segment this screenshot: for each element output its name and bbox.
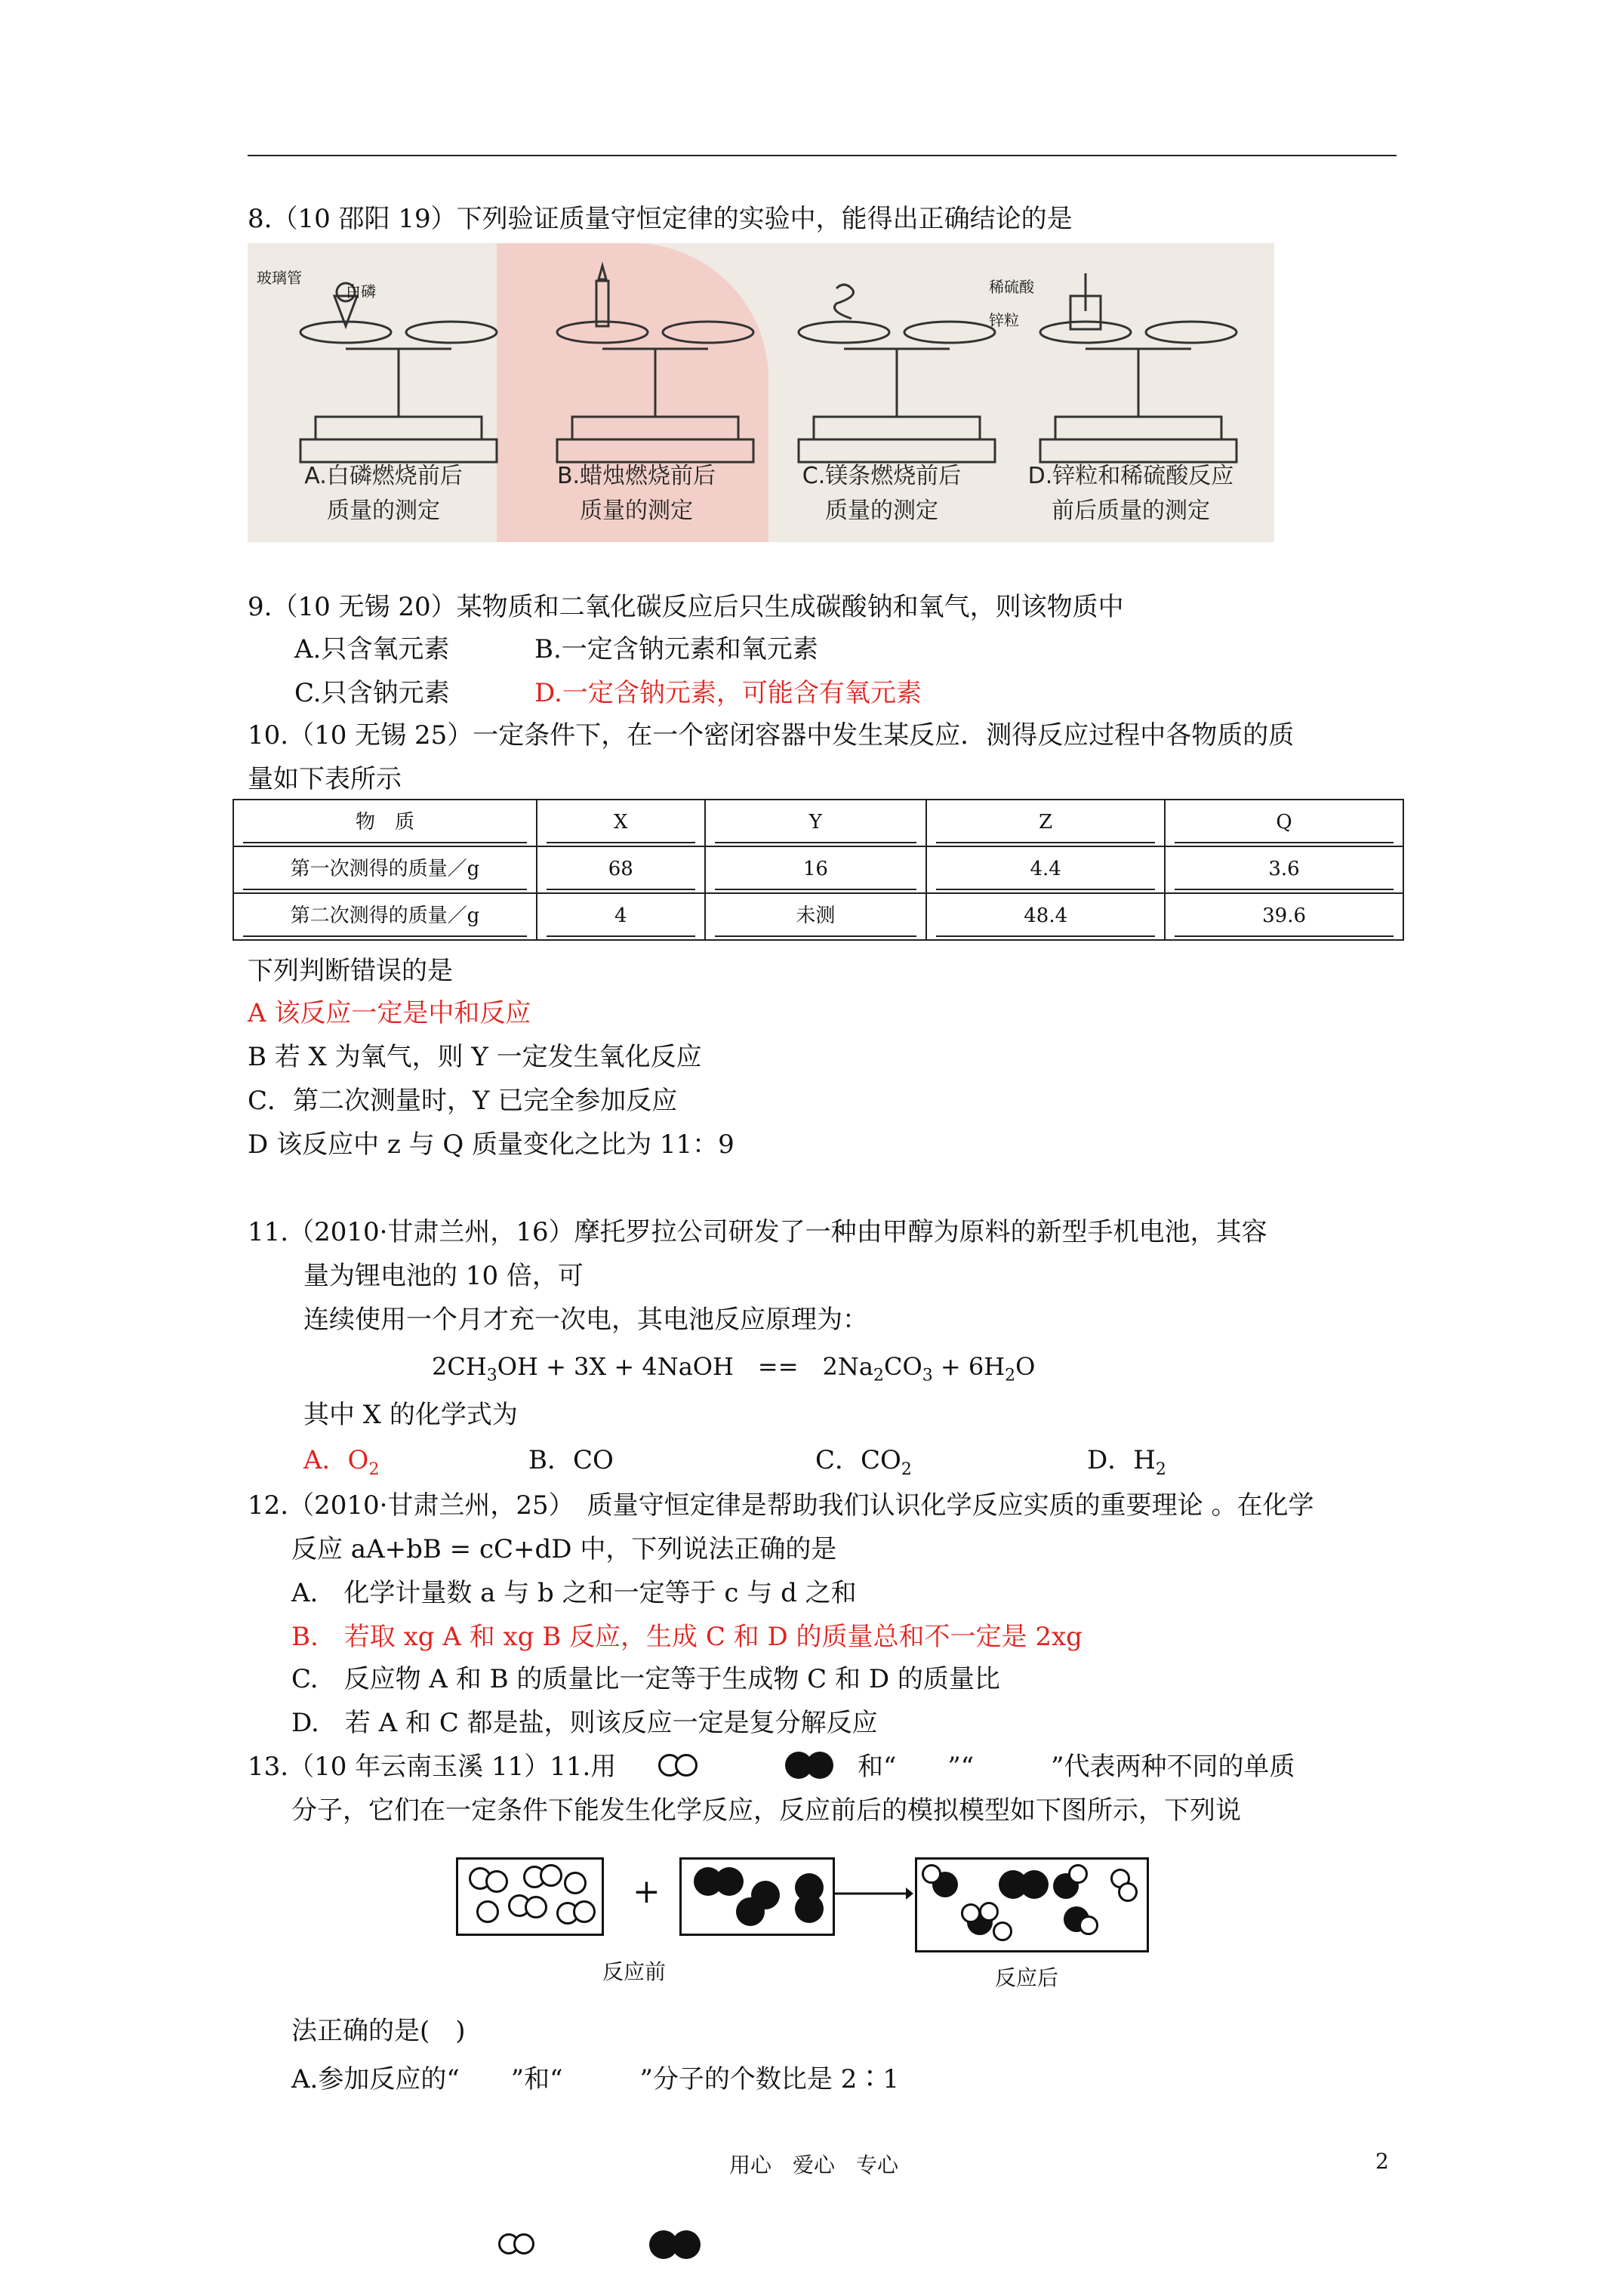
- q9-option-a: A.只含氧元素: [294, 634, 450, 664]
- q9-option-d: D.一定含钠元素，可能含有氧元素: [534, 678, 922, 708]
- q11-option-c: C．$CO_2$: [815, 1445, 912, 1479]
- q12-option-b: B. 若取 xg A 和 xg B 反应，生成 C 和 D 的质量总和不一定是 2xg: [291, 1622, 1083, 1652]
- zinc-label: 锌粒: [989, 311, 1019, 329]
- white-phosphorus-label: 白磷: [346, 282, 376, 300]
- q9-option-c: C.只含钠元素: [294, 678, 450, 708]
- q12-stem-line2: 反应 aA+bB = cC+dD 中，下列说法正确的是: [291, 1534, 837, 1564]
- black-molecule-icon: [806, 1752, 833, 1779]
- q10-stem-line1: 10.（10 无锡 25）一定条件下，在一个密闭容器中发生某反应．测得反应过程中各物质的质: [248, 720, 1295, 750]
- reactant-box-black: [679, 1857, 835, 1936]
- q13-stem-part1: 13.（10 年云南玉溪 11）11.用: [248, 1752, 617, 1782]
- q12-option-d: D. 若 A 和 C 都是盐，则该反应一定是复分解反应: [291, 1708, 878, 1738]
- q10-option-c: C．第二次测量时，Y 已完全参加反应: [248, 1086, 678, 1116]
- footer-motto: 用心 爱心 专心: [729, 2153, 899, 2177]
- q12-option-c: C. 反应物 A 和 B 的质量比一定等于生成物 C 和 D 的质量比: [291, 1664, 1000, 1694]
- caption-d: D.锌粒和稀硫酸反应 前后质量的测定: [1027, 463, 1234, 524]
- q13-option-a: A.参加反应的“ ”和“ ”分子的个数比是 2∶1: [291, 2064, 899, 2094]
- reaction-arrow: [833, 1885, 915, 1903]
- product-box: [915, 1857, 1149, 1952]
- q11-stem-line2: 量为锂电池的 10 倍，可: [303, 1261, 584, 1291]
- q10-option-d: D 该反应中 z 与 Q 质量变化之比为 11：9: [248, 1130, 735, 1160]
- q13-stem-line2: 分子，它们在一定条件下能发生化学反应，反应前后的模拟模型如下图所示，下列说: [291, 1795, 1241, 1826]
- header-rule: [248, 155, 1397, 156]
- q11-prompt: 其中 X 的化学式为: [303, 1400, 518, 1430]
- plus-sign: +: [633, 1872, 661, 1911]
- q8-stem: 8.（10 邵阳 19）下列验证质量守恒定律的实验中，能得出正确结论的是: [248, 204, 1073, 234]
- before-label: 反应前: [602, 1959, 667, 1984]
- mass-table: [233, 799, 1404, 941]
- caption-a: A.白磷燃烧前后 质量的测定: [304, 463, 463, 524]
- table-header-row: 物 质 X Y Z Q: [233, 800, 1403, 846]
- q10-stem-line2: 量如下表所示: [248, 764, 402, 794]
- q11-stem-line1: 11.（2010·甘肃兰州，16）摩托罗拉公司研发了一种由甲醇为原料的新型手机电池，其容: [248, 1217, 1267, 1247]
- q8-experiment-photo: [248, 243, 1274, 542]
- q12-stem-line1: 12.（2010·甘肃兰州，25） 质量守恒定律是帮助我们认识化学反应实质的重要理论 。在化学: [248, 1490, 1314, 1521]
- q9-stem: 9.（10 无锡 20）某物质和二氧化碳反应后只生成碳酸钠和氧气，则该物质中: [248, 592, 1124, 622]
- white-molecule-icon: [675, 1754, 698, 1777]
- after-label: 反应后: [995, 1965, 1059, 1990]
- page-number: 2: [1375, 2149, 1389, 2174]
- q11-option-a: A．$O_2$: [303, 1445, 380, 1479]
- q10-option-a: A 该反应一定是中和反应: [248, 998, 531, 1028]
- reactant-box-white: [456, 1857, 604, 1936]
- caption-c: C.镁条燃烧前后 质量的测定: [802, 463, 962, 524]
- table-row: 第二次测得的质量／g 4 未测 48.4 39.6: [233, 893, 1403, 940]
- q13-stem-line3: 法正确的是( ): [291, 2016, 466, 2046]
- q10-prompt: 下列判断错误的是: [248, 956, 453, 986]
- q11-stem-line3: 连续使用一个月才充一次电，其电池反应原理为：: [303, 1305, 868, 1335]
- q9-option-b: B.一定含钠元素和氧元素: [534, 634, 818, 664]
- black-molecule-icon: [672, 2230, 701, 2259]
- q11-option-b: B．CO: [528, 1445, 614, 1475]
- q11-option-d: D．$H_2$: [1087, 1445, 1166, 1479]
- q13-stem-part2: 和“ ”“ ”代表两种不同的单质: [858, 1752, 1295, 1782]
- dilute-acid-label: 稀硫酸: [989, 278, 1034, 296]
- glass-tube-label: 玻璃管: [257, 269, 302, 287]
- table-row: 第一次测得的质量／g 68 16 4.4 3.6: [233, 846, 1403, 893]
- q12-option-a: A. 化学计量数 a 与 b 之和一定等于 c 与 d 之和: [291, 1578, 857, 1608]
- white-molecule-icon: [513, 2233, 534, 2254]
- q10-option-b: B 若 X 为氧气，则 Y 一定发生氧化反应: [248, 1042, 702, 1072]
- caption-b: B.蜡烛燃烧前后 质量的测定: [556, 463, 716, 524]
- battery-equation: $2CH_3OH + 3X$ + 4NaOH == $2Na_2CO_3 + 6H_2O$: [432, 1352, 1036, 1385]
